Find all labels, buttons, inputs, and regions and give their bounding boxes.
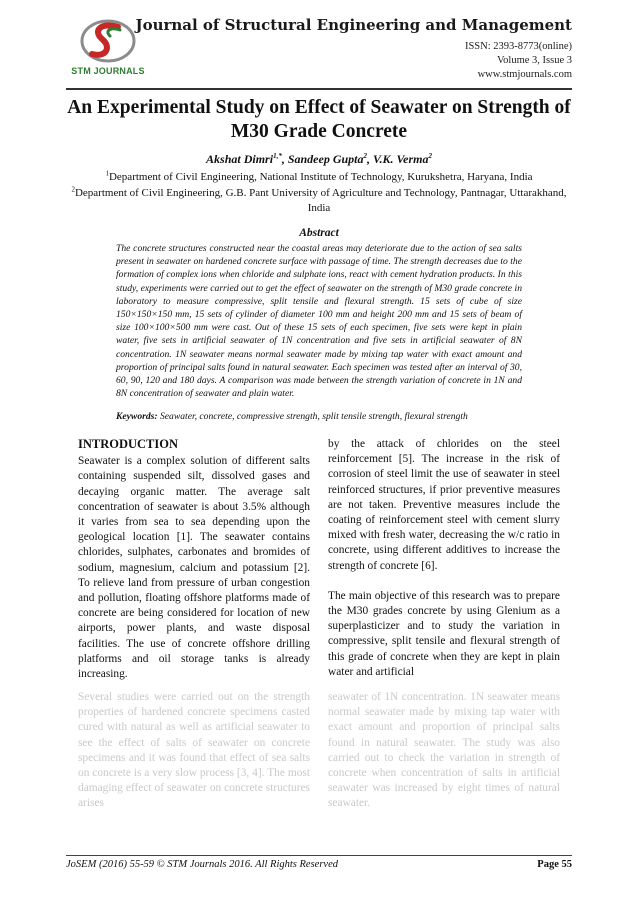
author-name: Akshat Dimri	[206, 152, 274, 166]
affiliation-2	[66, 186, 572, 216]
header-divider	[66, 88, 572, 90]
affiliation-sup: 1	[105, 169, 109, 178]
author-name: Sandeep Gupta	[287, 152, 364, 166]
section-heading-introduction: INTRODUCTION	[78, 437, 179, 451]
page-number: Page 55	[537, 859, 572, 870]
author-list: Akshat Dimri$^{1,*}$, Sandeep Gupta$^2$, V.K. Verma$^2$	[206, 152, 432, 166]
paragraph-faded: seawater of 1N concentration. 1N seawater means normal seawater made by mixing tap water with exact amount and proportion of principal salts found in natural seawater. The study was also carried out to check the variation in strength of concrete when concentration of salts in artificial seawater was increased by eight times of natural seawater.	[328, 691, 560, 810]
stm-logo-icon	[80, 18, 136, 64]
footer-divider	[66, 855, 572, 856]
affiliation-text: Department of Civil Engineering, G.B. Pant University of Agriculture and Technology, Pantnagar, Uttarakhand, India	[74, 187, 567, 214]
affiliation-sup: 2	[71, 185, 75, 194]
keywords	[116, 410, 538, 423]
affiliation-1	[66, 170, 572, 185]
keywords-text: Seawater, concrete, compressive strength, split tensile strength, flexural strength	[159, 411, 468, 422]
affiliation-text: Department of Civil Engineering, National Institute of Technology, Kurukshetra, Haryana, India	[108, 171, 533, 183]
author-sup: 2	[428, 152, 432, 160]
abstract-heading: Abstract	[299, 227, 339, 239]
body-column-left	[78, 437, 310, 810]
issn: ISSN: 2393-8773(online)	[464, 41, 572, 52]
journal-website[interactable]: www.stmjournals.com	[477, 69, 572, 80]
paper-title: An Experimental Study on Effect of Seawater on Strength of M30 Grade Concrete	[67, 97, 571, 142]
journal-title: Journal of Structural Engineering and Management	[135, 16, 572, 34]
paragraph: by the attack of chlorides on the steel reinforcement [5]. The increase in the risk of corrosion of steel limit the use of seawater in steel reinforced structures, if prior preventive measures are not taken. Preventive measures include the coating of reinforcement steel with cement slurry mixed with fresh water, decreasing the w/c ratio in concrete, using different additives to increase the strength of concrete [6].	[328, 438, 560, 572]
abstract-text: The concrete structures constructed near the coastal areas may deteriorate due to the action of sea salts present in seawater on hardened concrete surface with passage of time. The strength decreases due to the formation of complex ions when chloride and sulphate ions, react with cement hydration products. In this study, experiments were carried out to get the effect of seawater on the strength of M30 grade concrete in laboratory to measure compressive, split tensile and flexural strength. 15 sets of cube of size 150×150×150 mm, 15 sets of cylinder of diameter 100 mm and height 200 mm and 15 sets of beam of size 100×100×500 mm were cast. Out of these 15 sets of each specimen, five sets were kept in plain water, five sets in artificial seawater of 1N concentration and five sets in artificial seawater of 8N concentration. 1N seawater means normal seawater made by mixing tap water with exact amount and proportion of principal salts found in natural seawater. Each specimen was tested after an interval of 30, 60, 90, 120 and 180 days. A comparison was made between the strength variation of concrete in 1N and 8N concentration of seawater and plain water.	[116, 243, 522, 400]
paragraph: Seawater is a complex solution of different salts containing suspended silt, dissolved gases and decaying organic matter. The average salt concentration of seawater is about 3.5% although it varies from sea to sea depending upon the geological location [1]. The seawater contains chlorides, sulphates, carbonates and bromides of sodium, magnesium, calcium and potassium [2]. To relieve land from pressure of urban congestion and pollution, floating offshore platforms made of concrete are being considered for location of new airports, power plants, and waste disposal facilities. The use of concrete offshore drilling platforms and oil storage tanks is already increasing.	[78, 455, 310, 681]
paragraph: The main objective of this research was to prepare the M30 grades concrete by using Glenium as a superplasticizer and to study the variation in compressive, split tensile and flexural strength of this grade of concrete when they are kept in plain water and artificial	[328, 589, 560, 678]
volume-issue: Volume 3, Issue 3	[496, 55, 572, 66]
body-column-right	[328, 437, 560, 810]
author-sup: 1,*	[273, 152, 282, 160]
author-sup: 2	[363, 152, 367, 160]
logo-text: STM JOURNALS	[71, 66, 145, 76]
keywords-label: Keywords:	[116, 411, 158, 422]
journal-meta	[465, 40, 572, 82]
author-name: V.K. Verma	[373, 152, 429, 166]
footer-citation: JoSEM (2016) 55-59 © STM Journals 2016. All Rights Reserved	[66, 859, 338, 870]
paragraph-faded: Several studies were carried out on the strength properties of hardened concrete specimens casted cured with natural as well as artificial seawater to see the effect of salts of seawater on concrete specimens and it was found that effect of sea salts on concrete is a very slow process [3, 4]. The most damaging effect of seawater on concrete structures arises	[78, 691, 310, 810]
